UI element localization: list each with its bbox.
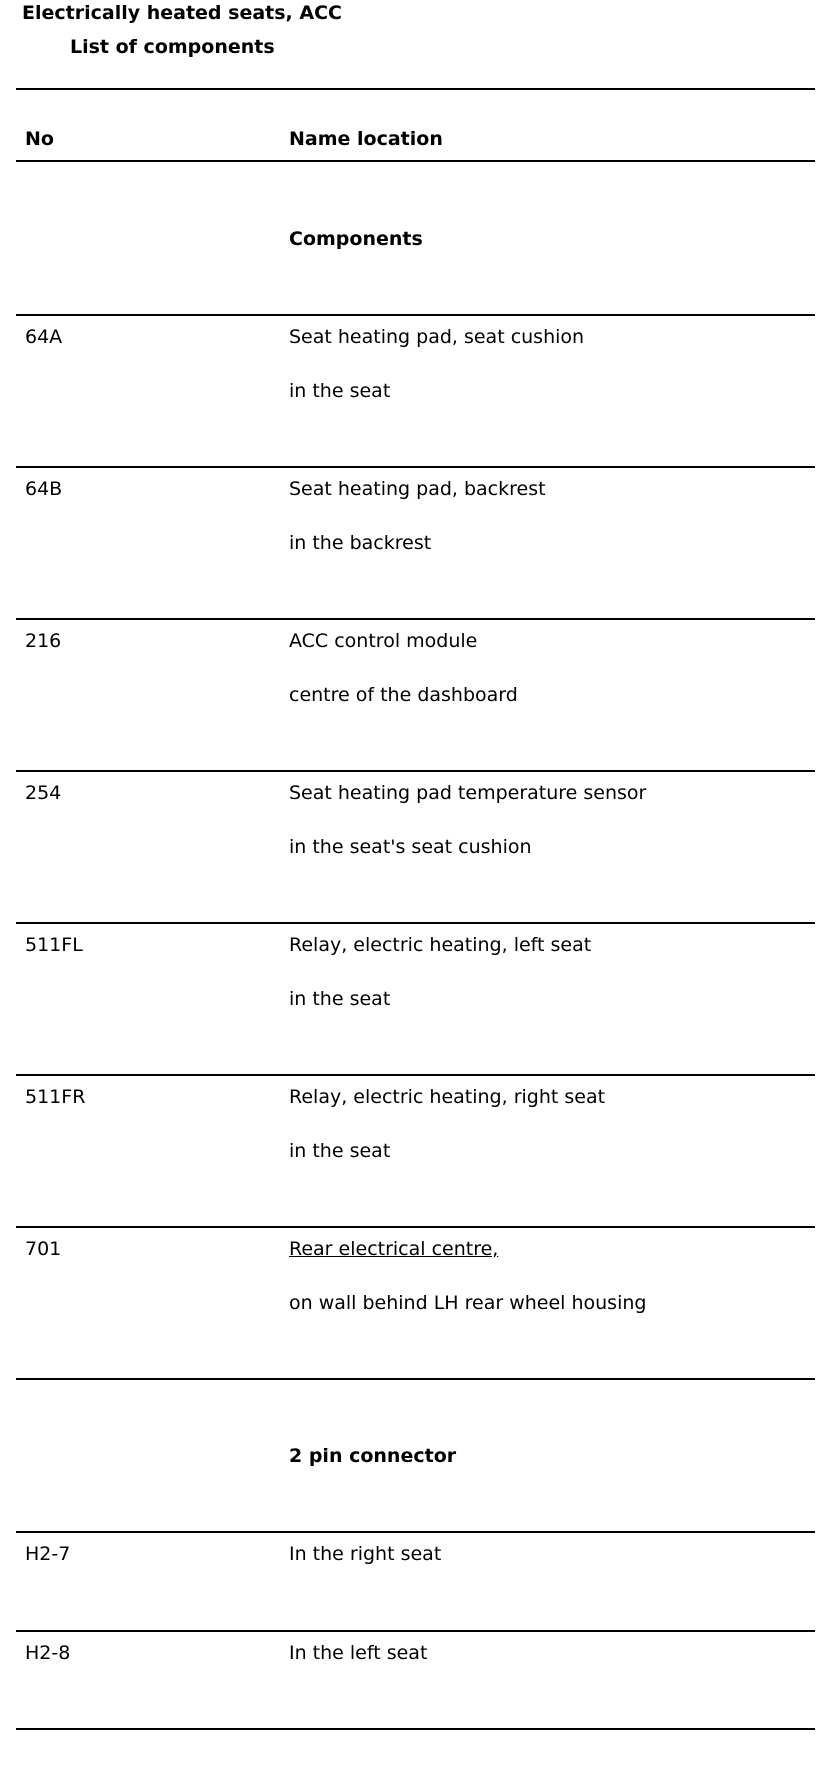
row-no: H2-7	[25, 1543, 71, 1565]
row-location: in the backrest	[289, 532, 432, 554]
row-location: in the seat	[289, 1140, 391, 1162]
section-heading-connector: 2 pin connector	[289, 1445, 457, 1467]
row-name: Relay, electric heating, left seat	[289, 934, 592, 956]
row-name: Seat heating pad, seat cushion	[289, 326, 585, 348]
row-no: 701	[25, 1238, 62, 1260]
row-rule	[16, 770, 815, 772]
rear-electrical-centre-link[interactable]: Rear electrical centre,	[289, 1238, 499, 1260]
row-no: 254	[25, 782, 62, 804]
table-top-rule	[16, 88, 815, 90]
row-rule	[16, 922, 815, 924]
row-location: on wall behind LH rear wheel housing	[289, 1292, 647, 1314]
row-location: in the seat	[289, 380, 391, 402]
row-name: ACC control module	[289, 630, 478, 652]
row-name: Seat heating pad temperature sensor	[289, 782, 647, 804]
row-rule	[16, 466, 815, 468]
column-header-no: No	[25, 128, 54, 150]
row-name: In the right seat	[289, 1543, 442, 1565]
document-title: Electrically heated seats, ACC	[22, 2, 342, 24]
row-rule	[16, 1531, 815, 1533]
row-location: in the seat's seat cushion	[289, 836, 532, 858]
row-name: In the left seat	[289, 1642, 428, 1664]
row-name: Relay, electric heating, right seat	[289, 1086, 606, 1108]
row-rule	[16, 618, 815, 620]
column-header-name-location: Name location	[289, 128, 443, 150]
row-rule	[16, 1630, 815, 1632]
header-rule	[16, 160, 815, 162]
row-no: 64B	[25, 478, 63, 500]
row-no: 511FR	[25, 1086, 86, 1108]
row-location: in the seat	[289, 988, 391, 1010]
document-subtitle: List of components	[70, 36, 275, 58]
row-no: 511FL	[25, 934, 83, 956]
section-heading-components: Components	[289, 228, 423, 250]
row-name: Seat heating pad, backrest	[289, 478, 546, 500]
row-rule	[16, 314, 815, 316]
row-rule	[16, 1226, 815, 1228]
row-no: 64A	[25, 326, 63, 348]
section-rule	[16, 1378, 815, 1380]
row-rule	[16, 1074, 815, 1076]
row-no: H2-8	[25, 1642, 71, 1664]
table-bottom-rule	[16, 1728, 815, 1730]
row-no: 216	[25, 630, 62, 652]
row-location: centre of the dashboard	[289, 684, 518, 706]
